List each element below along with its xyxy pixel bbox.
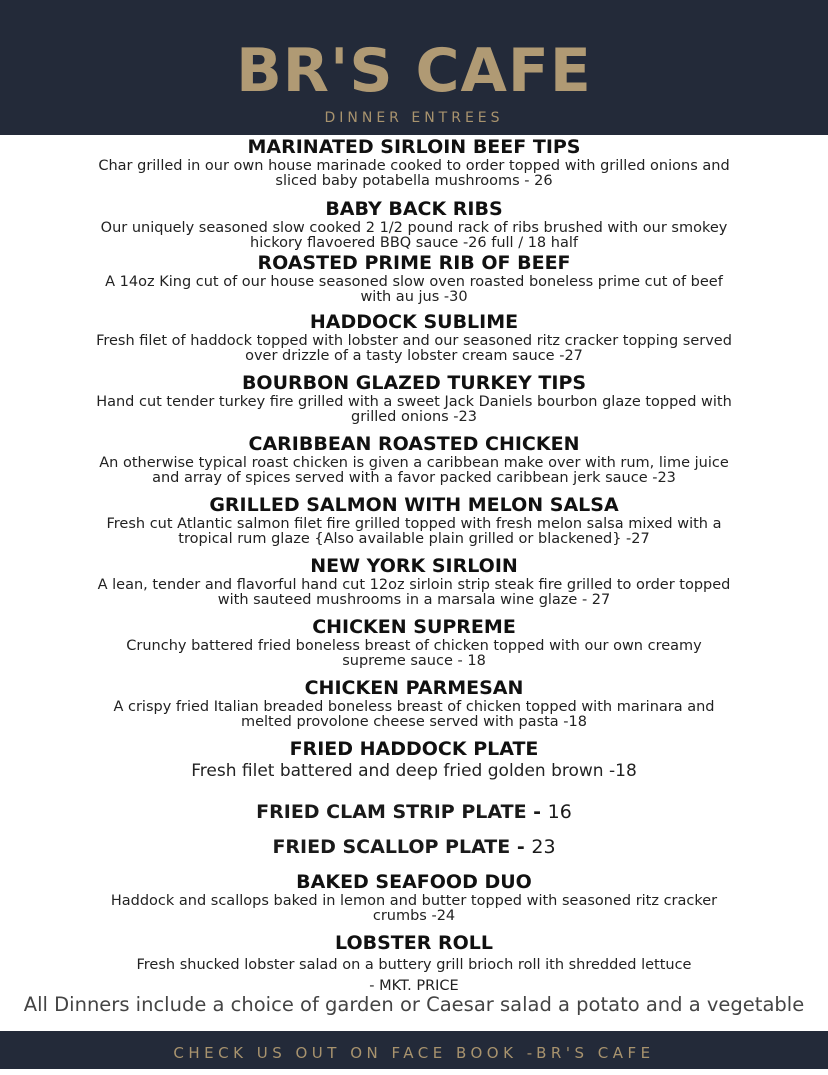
item-description: A crispy fried Italian breaded boneless breast of chicken topped with marinara and melted provolone cheese served with pasta -18: [113, 699, 715, 730]
item-name: BABY BACK RIBS: [325, 198, 503, 220]
item-description: Hand cut tender turkey fire grilled with a sweet Jack Daniels bourbon glaze topped with grilled onions -23: [96, 394, 732, 425]
item-description: Our uniquely seasoned slow cooked 2 1/2 pound rack of ribs brushed with our smokey hickory flavoered BBQ sauce -26 full / 18 half: [100, 220, 728, 251]
menu-item-haddock-sublime: [0, 311, 828, 364]
menu-item-sirloin-tips: [0, 136, 828, 189]
footer-banner: [0, 1031, 828, 1069]
menu-item-ny-sirloin: [0, 555, 828, 608]
item-name: CARIBBEAN ROASTED CHICKEN: [248, 433, 580, 455]
menu-item-scallop: [0, 836, 828, 858]
item-name: ROASTED PRIME RIB OF BEEF: [257, 252, 571, 274]
menu-item-seafood-duo: [0, 871, 828, 924]
dinner-includes-note: All Dinners include a choice of garden or Caesar salad a potato and a vegetable: [23, 993, 805, 1016]
facebook-note: CHECK US OUT ON FACE BOOK -BR'S CAFE: [173, 1044, 655, 1062]
menu-subtitle: DINNER ENTREES: [324, 110, 504, 126]
item-name: CHICKEN PARMESAN: [304, 677, 524, 699]
item-description: A 14oz King cut of our house seasoned slow oven roasted boneless prime cut of beef with au jus -30: [105, 274, 723, 305]
item-name: LOBSTER ROLL: [335, 932, 493, 954]
item-description: Fresh shucked lobster salad on a buttery grill brioch roll ith shredded lettuce - MKT. PRICE: [136, 957, 692, 994]
cafe-name: BR'S CAFE: [236, 36, 592, 106]
item-name: BAKED SEAFOOD DUO: [296, 871, 532, 893]
item-name-price: FRIED CLAM STRIP PLATE - 16: [256, 801, 572, 823]
item-description: An otherwise typical roast chicken is given a caribbean make over with rum, lime juice and array of spices served with a favor packed caribbean jerk sauce -23: [99, 455, 729, 486]
menu-item-salmon: [0, 494, 828, 547]
item-description: Char grilled in our own house marinade cooked to order topped with grilled onions and sliced baby potabella mushrooms - 26: [98, 158, 730, 189]
item-name: BOURBON GLAZED TURKEY TIPS: [241, 372, 587, 394]
item-description: Fresh filet of haddock topped with lobster and our seasoned ritz cracker topping served over drizzle of a tasty lobster cream sauce -27: [96, 333, 732, 364]
item-name-price: FRIED SCALLOP PLATE - 23: [272, 836, 556, 858]
menu-item-lobster-roll: [0, 932, 828, 997]
menu-item-turkey-tips: [0, 372, 828, 425]
menu-item-chicken-parmesan: [0, 677, 828, 730]
item-description: Fresh cut Atlantic salmon filet fire grilled topped with fresh melon salsa mixed with a tropical rum glaze {Also available plain grilled or blackened} -27: [106, 516, 722, 547]
item-description: Crunchy battered fried boneless breast of chicken topped with our own creamy supreme sauce - 18: [126, 638, 702, 669]
item-description: A lean, tender and flavorful hand cut 12oz sirloin strip steak fire grilled to order topped with sauteed mushrooms in a marsala wine glaze - 27: [97, 577, 731, 608]
item-name: FRIED HADDOCK PLATE: [289, 738, 539, 760]
menu-item-clam-strip: [0, 801, 828, 823]
menu-item-chicken-supreme: [0, 616, 828, 669]
item-name: MARINATED SIRLOIN BEEF TIPS: [247, 136, 581, 158]
menu-item-ribs: [0, 198, 828, 251]
item-name: NEW YORK SIRLOIN: [310, 555, 518, 577]
item-description: Haddock and scallops baked in lemon and butter topped with seasoned ritz cracker crumbs -24: [110, 893, 718, 924]
menu-item-caribbean-chicken: [0, 433, 828, 486]
menu-item-fried-haddock: [0, 738, 828, 782]
menu-item-prime-rib: [0, 252, 828, 305]
item-name: CHICKEN SUPREME: [312, 616, 516, 638]
item-name: HADDOCK SUBLIME: [309, 311, 519, 333]
header-banner: [0, 0, 828, 135]
item-name: GRILLED SALMON WITH MELON SALSA: [209, 494, 619, 516]
item-description: Fresh filet battered and deep fried golden brown -18: [191, 761, 637, 781]
